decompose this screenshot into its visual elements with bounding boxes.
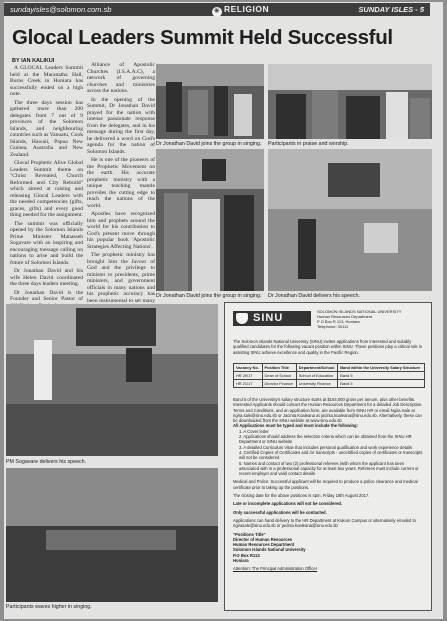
photo-caption: Dr Jonathan David delivers his speech. [268, 293, 360, 299]
table-cell: School of Education [296, 372, 338, 380]
paragraph: The three days session has gathered more than 200 delegates from 7 out of 9 provinces of the Solomon Islands, and neighbouring countries such as Vanuatu, Cook Islands, Hawaii, Papua New Guinea, Australia and New Zealand. [10, 99, 83, 158]
paragraph: Glocal Prophetic Alive Global Leaders Summit theme on "Christ Revealed, Church Reformed and City Rebuild" which aimed at raising and releasing Glocal Leaders with the needed competencies (gifts, graces, gifts) and every good thing needed for the assignment. [10, 160, 83, 218]
paragraph: Alliance of Apostolic Churches (I.S.A.A.C), a network of governing churches and ministries across the nations. [87, 62, 155, 94]
photo-praise-worship [268, 64, 432, 139]
ad-body [233, 397, 425, 572]
address-line: Human Resources Department [317, 314, 373, 319]
list-item: 5. Names and contact of two (2) professional referees (with whom the applicant has been associated with in a professional capacity for at least two years. Referees must include current or recent employer and valid contact details. [239, 460, 419, 477]
vacancy-table [233, 363, 425, 388]
address-line: SOLOMON ISLANDS NATIONAL UNIVERSITY [317, 309, 402, 314]
address-line: Telephone: 30111 [317, 324, 349, 329]
ad-intro: The Solomon Islands National University (SINU) invites applications from interested and suitably qualified candidates for the following vacant position within SINU. These positions play a critical role in assisting SINU achieve excellence and quality in the Pacific Region. [233, 339, 423, 355]
edition-label: SUNDAY ISLES [358, 5, 414, 14]
table-header: Position Title [262, 364, 296, 372]
list-item: 1. A Cover letter [239, 428, 269, 434]
address-line: "Positions Title" [233, 531, 266, 537]
delivery-note: Applications can hand delivery to the HR Department at Kukum Campus or alternatively emailed to ngirasale@sinu.edu.sb or jacinta.koaleana@sinu.edu.sb [233, 517, 416, 529]
paragraph: A GLOCAL Leaders Summit held at the Maranatha Hall, Burns Creek in Honiara has successfully ended on a high note. [10, 65, 83, 97]
address-line: P O Box R 113, Honiara [317, 319, 360, 324]
table-cell: Dean of School [262, 372, 296, 380]
terms-note: Terms and Conditions, and an application form, are available from SINU HR or email Ngira Sale at ngira.sale@sinu.edu.sb or Jacinta Koaleana at jacinta.koaleana@sinu.edu.sb. Alternatively, these can be downloaded from the SINU website at www.sinu.edu.sb [233, 407, 422, 424]
shortlist-note: Only successful applications will be contacted. [233, 509, 327, 515]
photo-participants-waving [6, 468, 218, 602]
table-cell: Band 5 [338, 380, 425, 388]
article-headline: Glocal Leaders Summit Held Successful [12, 26, 393, 49]
table-cell: Band 5 [338, 372, 425, 380]
photo-speech [268, 149, 432, 291]
closing-date: The closing date for the above positions is 4pm, Friday 18th August 2017. [233, 493, 370, 499]
table-cell: Director Finance [262, 380, 296, 388]
table-header: Vacancy No. [234, 364, 263, 372]
paragraph: Apostles have recognized him and prophets around the world for his contribution to God's present move through his popular book 'Apostolic Strategies Affecting Nations'. [87, 211, 155, 250]
paragraph: Dr Jonathan David is the Founder and Senior Pastor of [10, 289, 83, 302]
list-item: 3. A detailed Curriculum Vitae that includes personal qualification and work experience details [239, 444, 413, 450]
list-item: 2. Applications should address the selection criteria which can be obtained from the SINU HR Department or SINU website [239, 434, 412, 445]
paragraph: He is one of the pioneers of the Prophetic Movement on the earth. His accurate prophetic ministry with a unique teaching mantle provides the cutting edge to reach the nations of the world. [87, 157, 155, 209]
sinu-vacancy-advert [224, 302, 432, 611]
medical-note: Medical and Police: Successful applicant will be required to produce a police clearance and medical certificate prior to taking up the positions. [233, 479, 418, 490]
logo-text: SINU [253, 312, 284, 324]
postal-address [233, 532, 425, 564]
photo-singing-1 [156, 64, 264, 139]
address-line: Solomon Islands National University [233, 547, 306, 553]
table-cell: University Finance [296, 380, 338, 388]
table-row [234, 372, 425, 380]
table-row [234, 380, 425, 388]
table-cell: HR 29/17 [234, 372, 263, 380]
attention-line: Attention: The Principal Administration Officer [233, 566, 318, 572]
photo-caption: Participants waves higher in singing. [6, 604, 92, 610]
photo-caption: Dr Jonathan David joins the group in singing. [156, 293, 262, 299]
university-crest-icon [236, 313, 248, 324]
paragraph: Dr Jonathan David and his wife Helen David coordinated the three days leaders meeting. [10, 268, 83, 287]
address-line: P.O Box R113 [233, 552, 260, 558]
contact-note: Interested Applicants should contact the Human Resources Department for a detailed Job Description. [233, 402, 423, 408]
paragraph: The prophetic ministry has brought him the favour of God and the privilege to minister to presidents, prime ministers, and government officials in many nations and his prophetic accuracy has been instrumental to set many [87, 252, 155, 304]
address-line: Director of Human Resources [233, 536, 293, 542]
article-column-1 [10, 65, 83, 303]
list-heading: All Applications must be typed and must include the following: [233, 423, 359, 429]
list-item: 4. Certified Copies of Certificates and /or transcripts - uncertified copies of certificates or transcripts will not be considered [239, 449, 423, 461]
salary-note: Band 5 of the University's salary structure starts at $164,000 gross per annum, plus other benefits. [233, 397, 416, 402]
article-column-2 [87, 62, 155, 303]
photo-caption: Dr Jonathan David joins the group in singing. [156, 141, 262, 147]
section-label: RELIGION [224, 4, 270, 14]
university-address [317, 309, 401, 329]
sun-icon: ☀ [213, 8, 221, 15]
address-line: Human Resources Department [233, 542, 295, 548]
article-byline: BY IAN KALIKUI [12, 58, 55, 64]
paragraph: The summit was officially opened by the Solomon Islands Prime Minister Manasseh Sogavare with an inspiring and encouraging message calling on nations to arise and build the future of Solomon Islands. [10, 220, 83, 266]
paragraph: In the opening of the Summit, Dr Jonathan David prayed for the nation with intense passionate response from the delegates, and in his message during the first day, he delivered a word on God's agenda for the nation of Solomon Islands. [87, 96, 155, 155]
page-number: 5 [419, 5, 424, 14]
sinu-logo [233, 311, 311, 326]
photo-caption: PM Sogavare delivers his speech. [6, 459, 87, 465]
header-section-title [212, 4, 269, 17]
table-cell: HR 21/17 [234, 380, 263, 388]
requirements-list [239, 429, 425, 477]
header-edition: SUNDAY ISLES - 5 [358, 5, 424, 14]
address-line: Honiara [233, 558, 249, 564]
table-header: Department/School [296, 364, 338, 372]
header-email[interactable]: sundayisles@solomon.com.sb [10, 5, 112, 14]
table-header: Band within the University Salary Structure [338, 364, 425, 372]
photo-pm-speech [6, 304, 218, 456]
photo-singing-2 [156, 149, 264, 291]
late-note: Late or incomplete applications will not be considered. [233, 501, 343, 507]
photo-caption: Participants in praise and worship. [268, 141, 349, 147]
page-header-bar [4, 3, 430, 16]
